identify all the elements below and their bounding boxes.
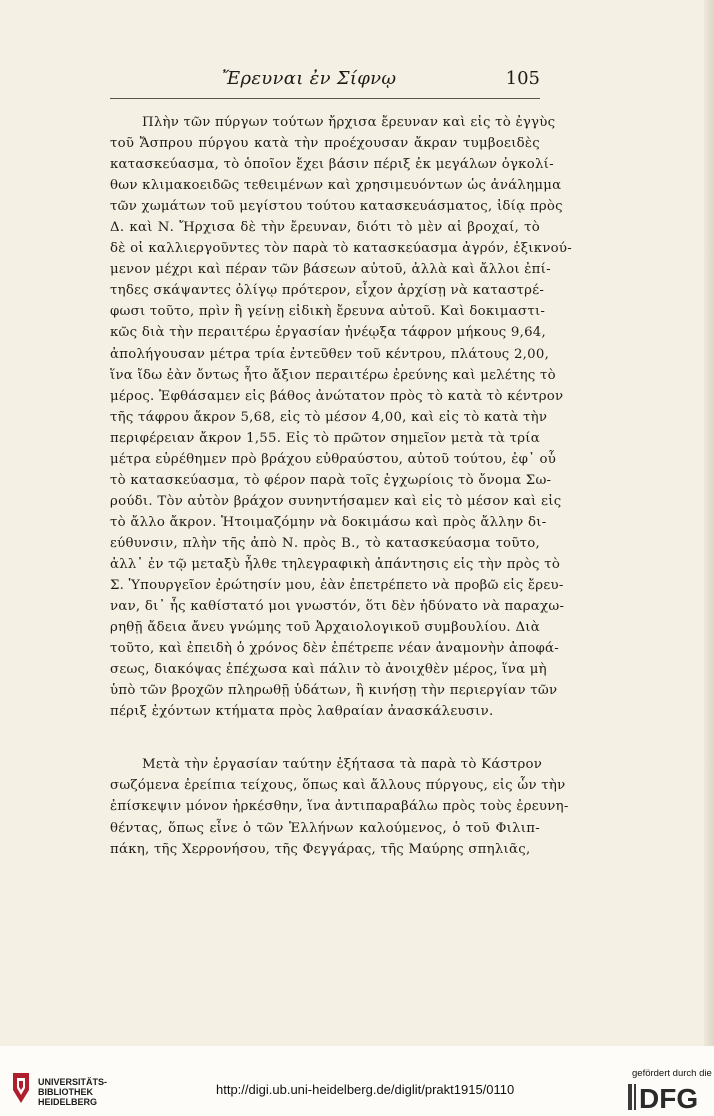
text-line: ἵνα ἴδω ἐὰν ὄντως ἦτο ἄξιον περαιτέρω ἐρεύνης καὶ μελέτης τὸ — [110, 367, 556, 383]
text-line: κατασκεύασμα, τὸ ὁποῖον ἔχει βάσιν πέριξ ἐκ μεγάλων ὀγκολί- — [110, 157, 554, 173]
text-line: ναν, δι᾽ ἧς καθίστατό μοι γνωστόν, ὅτι δὲν ἠδύνατο νὰ παραχω- — [110, 599, 565, 615]
text-line: ὑπὸ τῶν βροχῶν πληρωθῇ ὑδάτων, ἢ κινήσῃ τὴν περιεργίαν τῶν — [110, 683, 558, 699]
text-line: μέρος. Ἐφθάσαμεν εἰς βάθος ἀνώτατον πρὸς τὸ κατὰ τὸ κέντρον — [110, 388, 564, 404]
text-line: θων κλιμακοειδῶς τεθειμένων καὶ χρησιμευόντων ὡς ἀνάλημμα — [110, 178, 562, 194]
text-line: μενον μέχρι καὶ πέραν τῶν βάσεων αὐτοῦ, ἀλλὰ καὶ ἄλλοι ἐπί- — [110, 262, 551, 278]
library-name-line-2: BIBLIOTHEK — [38, 1087, 93, 1097]
library-name — [38, 1077, 107, 1107]
library-name-line-1: UNIVERSITÄTS- — [38, 1077, 108, 1087]
text-line: τῆς τάφρου ἄκρον 5,68, εἰς τὸ μέσον 4,00, καὶ εἰς τὸ κατὰ τὴν — [110, 409, 548, 425]
text-line: σωζόμενα ἐρείπια τείχους, ὅπως καὶ ἄλλους πύργους, εἰς ὧν τὴν — [110, 778, 566, 794]
text-line: πάκη, τῆς Χερρονήσου, τῆς Φεγγάρας, τῆς Μαύρης σπηλιᾶς, — [110, 841, 531, 857]
text-line: τοῦτο, καὶ ἐπειδὴ ὁ χρόνος δὲν ἐπέτρεπε νέαν ἀναμονὴν ἀποφά- — [110, 641, 559, 657]
text-line: δὲ οἱ καλλιεργοῦντες τὸν παρὰ τὸ κατασκεύασμα ἀγρόν, ἐξικνού- — [110, 241, 572, 257]
digitization-footer — [0, 1046, 714, 1116]
text-line: Μετὰ τὴν ἐργασίαν ταύτην ἐξήτασα τὰ παρὰ τὸ Κάστρον — [142, 757, 543, 773]
page-edge-shadow — [704, 0, 714, 1046]
text-line: ἀπολήγουσαν μέτρα τρία ἐντεῦθεν τοῦ κέντρου, πλάτους 2,00, — [110, 346, 550, 362]
page-number: 105 — [505, 68, 540, 89]
text-line: περιφέρειαν ἄκρον 1,55. Εἰς τὸ πρῶτον σημεῖον μετὰ τὰ τρία — [110, 430, 540, 446]
text-line: Δ. καὶ Ν. Ἤρχισα δὲ τὴν ἔρευναν, διότι τὸ μὲν αἱ βροχαί, τὸ — [110, 220, 540, 236]
text-line: τηδες σκάψαντες ὀλίγῳ πρότερον, εἶχον ἀρχίσῃ νὰ καταστρέ- — [110, 283, 545, 299]
body-text — [110, 112, 572, 860]
text-line: εύθυνσιν, πλὴν τῆς ἀπὸ Ν. πρὸς Β., τὸ κατασκεύασμα τοῦτο, — [110, 535, 540, 551]
text-line: τῶν χωμάτων τοῦ μεγίστου τούτου κατασκευάσματος, ἰδίᾳ πρὸς — [110, 199, 563, 215]
text-line: ἐπίσκεψιν μόνον ἠρκέσθην, ἵνα ἀντιπαραβάλω πρὸς τοὺς ἐρευνη- — [110, 799, 569, 815]
running-title: Ἔρευναι ἐν Σίφνῳ — [222, 68, 397, 89]
text-line: τοῦ Ἄσπρου πύργου κατὰ τὴν προέχουσαν ἄκραν τυμβοειδὲς — [110, 136, 540, 152]
text-line: μέτρα εὑρέθημεν πρὸ βράχου εὐθραύστου, αὐτοῦ τούτου, ἐφ᾽ οὗ — [110, 451, 557, 467]
dfg-logo-icon — [628, 1082, 708, 1112]
heidelberg-library-logo-icon — [10, 1070, 32, 1106]
page-header — [110, 58, 540, 99]
library-name-line-3: HEIDELBERG — [38, 1097, 98, 1107]
text-line: ἀλλ᾽ ἐν τῷ μεταξὺ ἦλθε τηλεγραφικὴ ἀπάντησις εἰς τὴν πρὸς τὸ — [110, 556, 561, 572]
text-line: Πλὴν τῶν πύργων τούτων ἤρχισα ἔρευναν καὶ εἰς τὸ ἐγγὺς — [142, 115, 556, 130]
text-line: κῶς διὰ τὴν περαιτέρω ἐργασίαν ἠνέῳξα τάφρον μήκους 9,64, — [110, 325, 546, 341]
text-line: ρούδι. Τὸν αὐτὸν βράχον συνηντήσαμεν καὶ εἰς τὸ μέσον καὶ εἰς — [110, 493, 562, 509]
paragraph-gap — [110, 722, 540, 754]
text-line: τὸ κατασκεύασμα, τὸ φέρον παρὰ τοῖς ἐγχωρίοις τὸ ὄνομα Σω- — [110, 472, 552, 488]
text-line: τὸ ἄλλο ἄκρον. Ἡτοιμαζόμην νὰ δοκιμάσω καὶ πρὸς ἄλλην δι- — [110, 514, 547, 530]
dfg-logo-text: DFG — [639, 1083, 699, 1112]
text-line: φωσι τοῦτο, πρὶν ἢ γείνῃ εἰδικὴ ἔρευνα αὐτοῦ. Καὶ δοκιμαστι- — [110, 304, 546, 320]
permalink-url[interactable]: http://digi.ub.uni-heidelberg.de/diglit/prakt1915/0110 — [216, 1082, 515, 1097]
paragraph-1 — [110, 112, 572, 722]
funding-label: gefördert durch die — [632, 1068, 712, 1079]
text-line: πέριξ ἐχόντων κτήματα πρὸς λαθραίαν ἀνασκάλευσιν. — [110, 704, 494, 720]
text-line: ρηθῇ ἄδεια ἄνευ γνώμης τοῦ Ἀρχαιολογικοῦ συμβουλίου. Διὰ — [110, 620, 540, 636]
paragraph-2 — [110, 754, 569, 859]
text-line: σεως, διακόψας ἐπέχωσα καὶ πάλιν τὸ ἀνοιχθὲν μέρος, ἵνα μὴ — [110, 662, 547, 678]
text-line: θέντας, ὅπως εἶνε ὁ τῶν Ἑλλήνων καλούμενος, ὁ τοῦ Φιλιπ- — [110, 820, 540, 836]
text-line: Σ. Ὑπουργεῖον ἐρώτησίν μου, ἐὰν ἐπετρέπετο νὰ προβῶ εἰς ἔρευ- — [110, 578, 564, 594]
